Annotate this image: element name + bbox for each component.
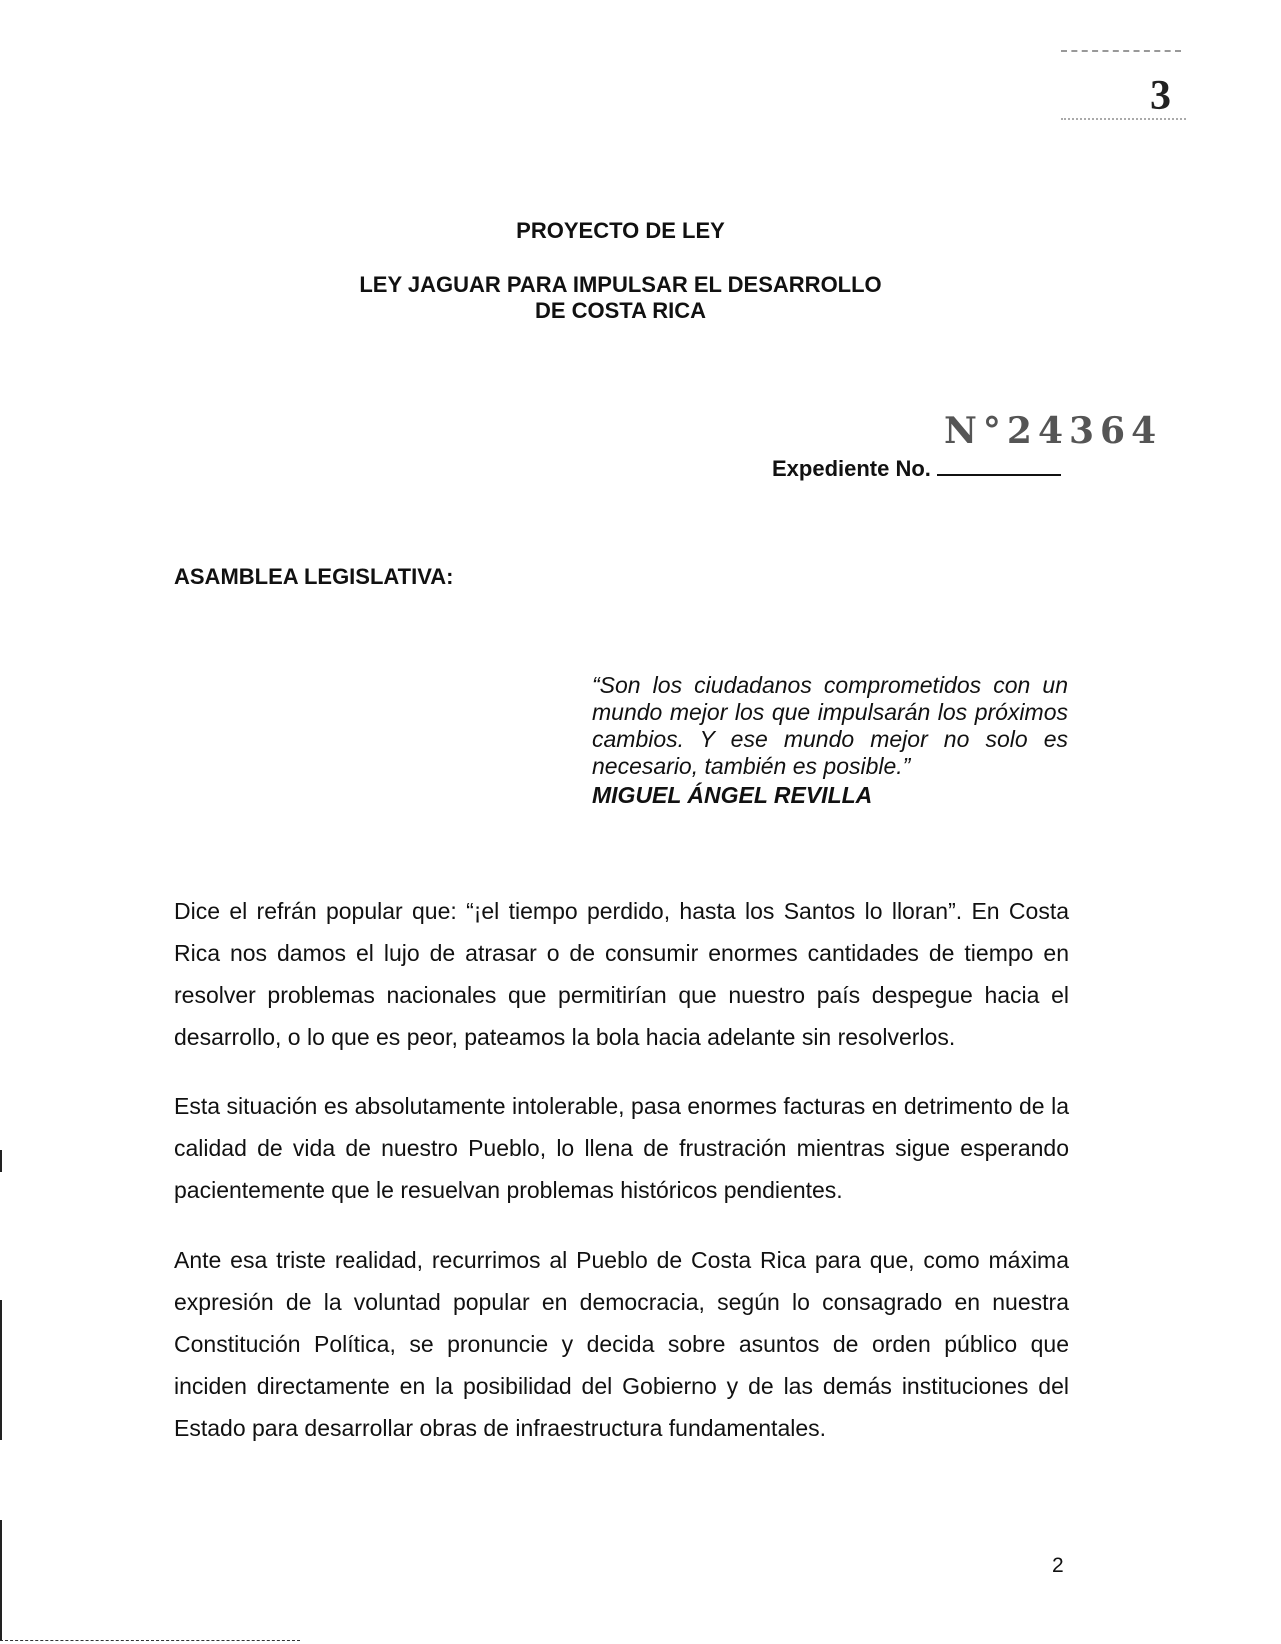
scan-margin-mark xyxy=(0,1150,2,1172)
scan-bottom-edge xyxy=(0,1640,300,1642)
epigraph-author: MIGUEL ÁNGEL REVILLA xyxy=(592,782,873,808)
paragraph-2: Esta situación es absolutamente intolerable, pasa enormes facturas en detrimento de la calidad de vida de nuestro Pueblo, lo llena de frustración mientras sigue esperando pacientemente que le resuelvan problemas históricos pendientes. xyxy=(174,1093,1069,1203)
expediente-blank-line xyxy=(937,456,1061,476)
document-type-heading: PROYECTO DE LEY xyxy=(516,218,725,243)
folio-stamp-marks-top xyxy=(1061,50,1181,66)
epigraph-quote: “Son los ciudadanos comprometidos con un mundo mejor los que impulsarán los próximos cambios. Y ese mundo mejor no solo es necesario, también es posible.” xyxy=(592,672,1068,779)
addressee: ASAMBLEA LEGISLATIVA: xyxy=(174,564,454,589)
folio-stamp-marks-bottom xyxy=(1061,118,1186,134)
scan-margin-mark xyxy=(0,1520,2,1640)
law-title-line-2: DE COSTA RICA xyxy=(534,298,707,323)
expediente-label: Expediente No. xyxy=(772,456,931,481)
expediente-number-stamp: N°24364 xyxy=(944,410,1163,452)
page-number: 2 xyxy=(1052,1554,1064,1577)
paragraph-1: Dice el refrán popular que: “¡el tiempo perdido, hasta los Santos lo lloran”. En Costa Rica nos damos el lujo de atrasar o de consumir enormes cantidades de tiempo en resolver problemas nacionales que permitirían que nuestro país despegue hacia el desarrollo, o lo que es peor, pateamos la bola hacia adelante sin resolverlos. xyxy=(174,898,1069,1050)
expediente-line xyxy=(772,456,1061,482)
scan-margin-mark xyxy=(0,1300,2,1440)
paragraph-3: Ante esa triste realidad, recurrimos al Pueblo de Costa Rica para que, como máxima expresión de la voluntad popular en democracia, según lo consagrado en nuestra Constitución Política, se pronuncie y decida sobre asuntos de orden público que inciden directamente en la posibilidad del Gobierno y de las demás instituciones del Estado para desarrollar obras de infraestructura fundamentales. xyxy=(174,1247,1069,1441)
folio-number: 3 xyxy=(1150,73,1171,119)
law-title-line-1: LEY JAGUAR PARA IMPULSAR EL DESARROLLO xyxy=(359,272,882,297)
law-title xyxy=(0,272,1241,324)
